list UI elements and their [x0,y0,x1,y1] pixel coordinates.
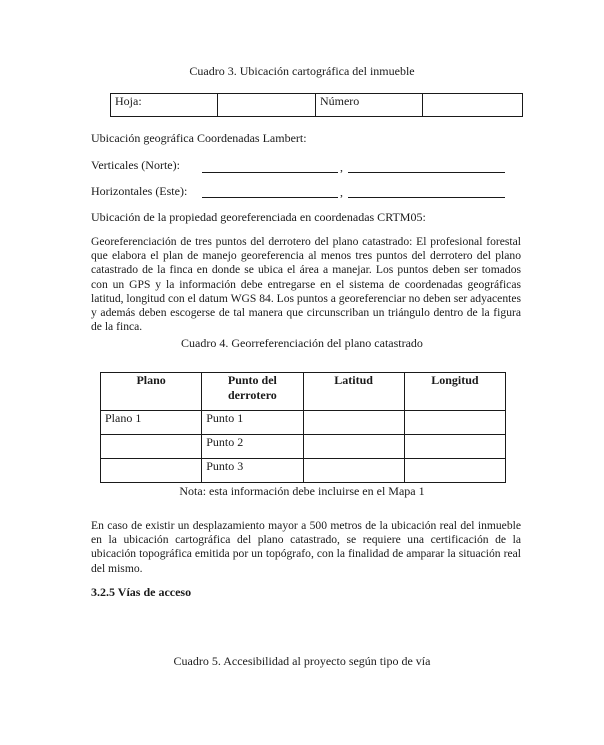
cell-punto: Punto 1 [202,411,303,435]
cell-longitud [404,411,505,435]
cell-plano [101,435,202,459]
numero-value-cell [422,94,522,117]
cell-longitud [404,459,505,483]
table-row [101,435,506,459]
table-header-row [101,373,506,411]
cuadro5-caption: Cuadro 5. Accesibilidad al proyecto según tipo de vía [173,654,431,668]
cuadro3-caption: Cuadro 3. Ubicación cartográfica del inmueble [189,64,415,78]
verticales-blank-1 [202,172,338,173]
cell-punto: Punto 2 [202,435,303,459]
table-row [111,94,523,117]
table-row [101,411,506,435]
table-row [101,459,506,483]
cuadro4-caption: Cuadro 4. Georreferenciación del plano catastrado [181,336,423,350]
cell-latitud [303,459,404,483]
cell-latitud [303,435,404,459]
verticales-label: Verticales (Norte): [91,158,180,172]
verticales-blank-2 [348,172,505,173]
verticales-separator: , [340,160,343,174]
cell-plano: Plano 1 [101,411,202,435]
horizontales-blank-1 [202,197,338,198]
cell-plano [101,459,202,483]
crtm-line: Ubicación de la propiedad georeferenciada en coordenadas CRTM05: [91,210,426,224]
header-latitud: Latitud [303,373,404,411]
numero-label: Número [315,94,422,117]
cuadro4-table [100,372,506,483]
header-punto-derrotero: Punto del derrotero [202,373,303,411]
hoja-label: Hoja: [111,94,218,117]
hoja-value-cell [217,94,315,117]
cell-longitud [404,435,505,459]
cell-punto: Punto 3 [202,459,303,483]
section-heading: 3.2.5 Vías de acceso [91,585,192,599]
cell-latitud [303,411,404,435]
desplazamiento-paragraph: En caso de existir un desplazamiento mayor a 500 metros de la ubicación real del inmueble en la ubicación cartográfica del plano catastrado, se requiere una certificación de la ubicación topográfica emitida por un topógrafo, con la finalidad de amparar la situación real del mismo. [91,519,521,575]
cuadro3-table [110,93,523,117]
georef-paragraph: Georeferenciación de tres puntos del derrotero del plano catastrado: El profesional forestal que elabora el plan de manejo georeferencia al menos tres puntos del derrotero del plano catastrado de la finca en donde se ubica el área a manejar. Los puntos deben ser tomados con un GPS y la información debe entregarse en el sistema de coordenadas geográficas latitud, longitud con el datum WGS 84. Los puntos a georeferenciar no deben ser adyacentes y además deben escogerse de tal manera que circunscriban un triángulo dentro de la figura de la finca. [91,235,521,334]
lambert-heading: Ubicación geográfica Coordenadas Lambert: [91,131,307,145]
header-plano: Plano [101,373,202,411]
horizontales-blank-2 [348,197,505,198]
horizontales-label: Horizontales (Este): [91,184,188,198]
horizontales-separator: , [340,185,343,199]
cuadro4-note: Nota: esta información debe incluirse en el Mapa 1 [179,484,425,498]
header-longitud: Longitud [404,373,505,411]
